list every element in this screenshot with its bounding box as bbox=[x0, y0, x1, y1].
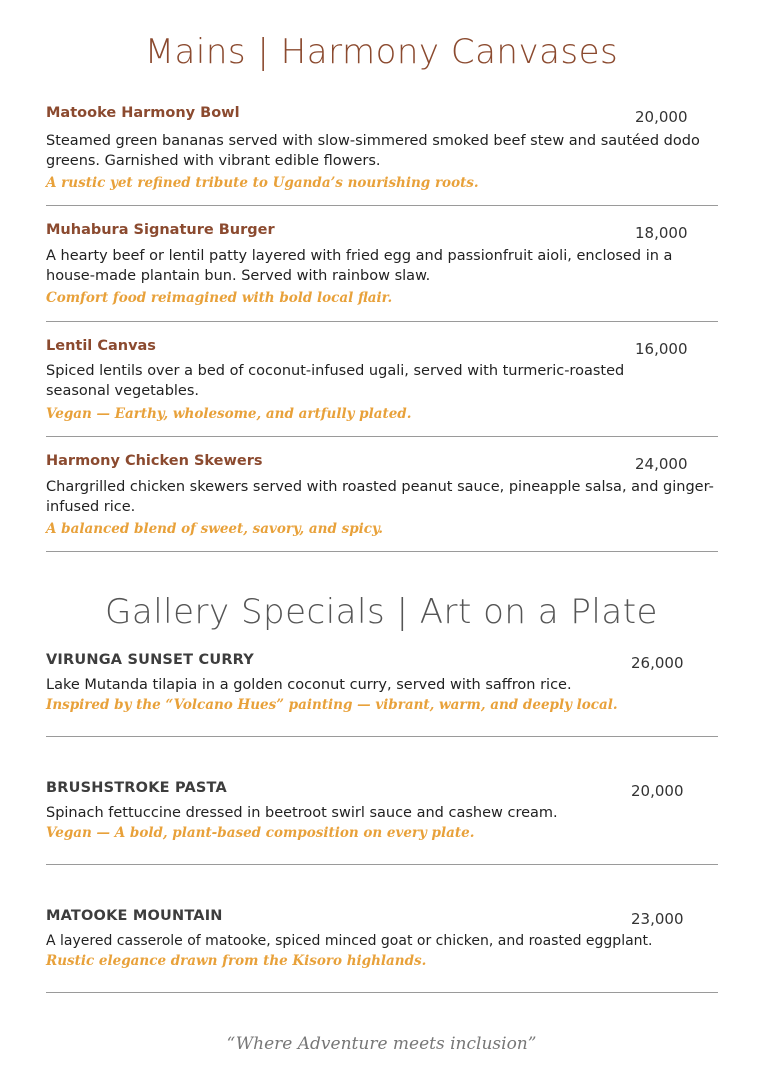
item-price: 16,000 bbox=[635, 340, 688, 358]
divider bbox=[46, 205, 718, 206]
divider bbox=[46, 436, 718, 437]
item-description: A layered casserole of matooke, spiced minced goat or chicken, and roasted eggplant. bbox=[46, 933, 653, 949]
item-description: A hearty beef or lentil patty layered with fried egg and passionfruit aioli, enclosed in a house-made plantain bun. Served with rainbow slaw. bbox=[46, 248, 673, 284]
item-name: BRUSHSTROKE PASTA bbox=[46, 780, 227, 796]
item-note: Vegan — A bold, plant-based composition on every plate. bbox=[46, 825, 475, 841]
item-name: VIRUNGA SUNSET CURRY bbox=[46, 652, 254, 668]
item-name: MATOOKE MOUNTAIN bbox=[46, 908, 223, 924]
item-description: Spinach fettuccine dressed in beetroot swirl sauce and cashew cream. bbox=[46, 805, 558, 821]
item-description: Lake Mutanda tilapia in a golden coconut curry, served with saffron rice. bbox=[46, 677, 572, 693]
item-price: 26,000 bbox=[631, 654, 684, 672]
item-note: Vegan — Earthy, wholesome, and artfully plated. bbox=[46, 406, 412, 422]
item-note: A balanced blend of sweet, savory, and spicy. bbox=[46, 521, 384, 537]
item-name: Harmony Chicken Skewers bbox=[46, 453, 263, 469]
gallery-section-title: Gallery Specials | Art on a Plate bbox=[105, 592, 658, 632]
item-name: Muhabura Signature Burger bbox=[46, 222, 275, 238]
item-note: Comfort food reimagined with bold local flair. bbox=[46, 290, 393, 306]
divider bbox=[46, 864, 718, 865]
item-price: 18,000 bbox=[635, 224, 688, 242]
item-price: 20,000 bbox=[631, 782, 684, 800]
divider bbox=[46, 992, 718, 993]
item-note: A rustic yet refined tribute to Uganda’s nourishing roots. bbox=[46, 175, 479, 191]
divider bbox=[46, 736, 718, 737]
item-note: Rustic elegance drawn from the Kisoro highlands. bbox=[46, 953, 427, 969]
item-name: Matooke Harmony Bowl bbox=[46, 105, 240, 121]
item-description: Spiced lentils over a bed of coconut-infused ugali, served with turmeric-roasted seasonal vegetables. bbox=[46, 363, 625, 399]
item-price: 24,000 bbox=[635, 455, 688, 473]
item-note: Inspired by the “Volcano Hues” painting — vibrant, warm, and deeply local. bbox=[46, 697, 618, 713]
item-name: Lentil Canvas bbox=[46, 338, 156, 354]
divider bbox=[46, 551, 718, 552]
tagline: “Where Adventure meets inclusion” bbox=[226, 1034, 537, 1054]
item-description: Steamed green bananas served with slow-simmered smoked beef stew and sautéed dodo greens. Garnished with vibrant edible flowers. bbox=[46, 133, 700, 169]
item-description: Chargrilled chicken skewers served with roasted peanut sauce, pineapple salsa, and ginger-infused rice. bbox=[46, 479, 714, 515]
item-price: 23,000 bbox=[631, 910, 684, 928]
item-price: 20,000 bbox=[635, 108, 688, 126]
mains-section-title: Mains | Harmony Canvases bbox=[144, 32, 619, 72]
divider bbox=[46, 321, 718, 322]
